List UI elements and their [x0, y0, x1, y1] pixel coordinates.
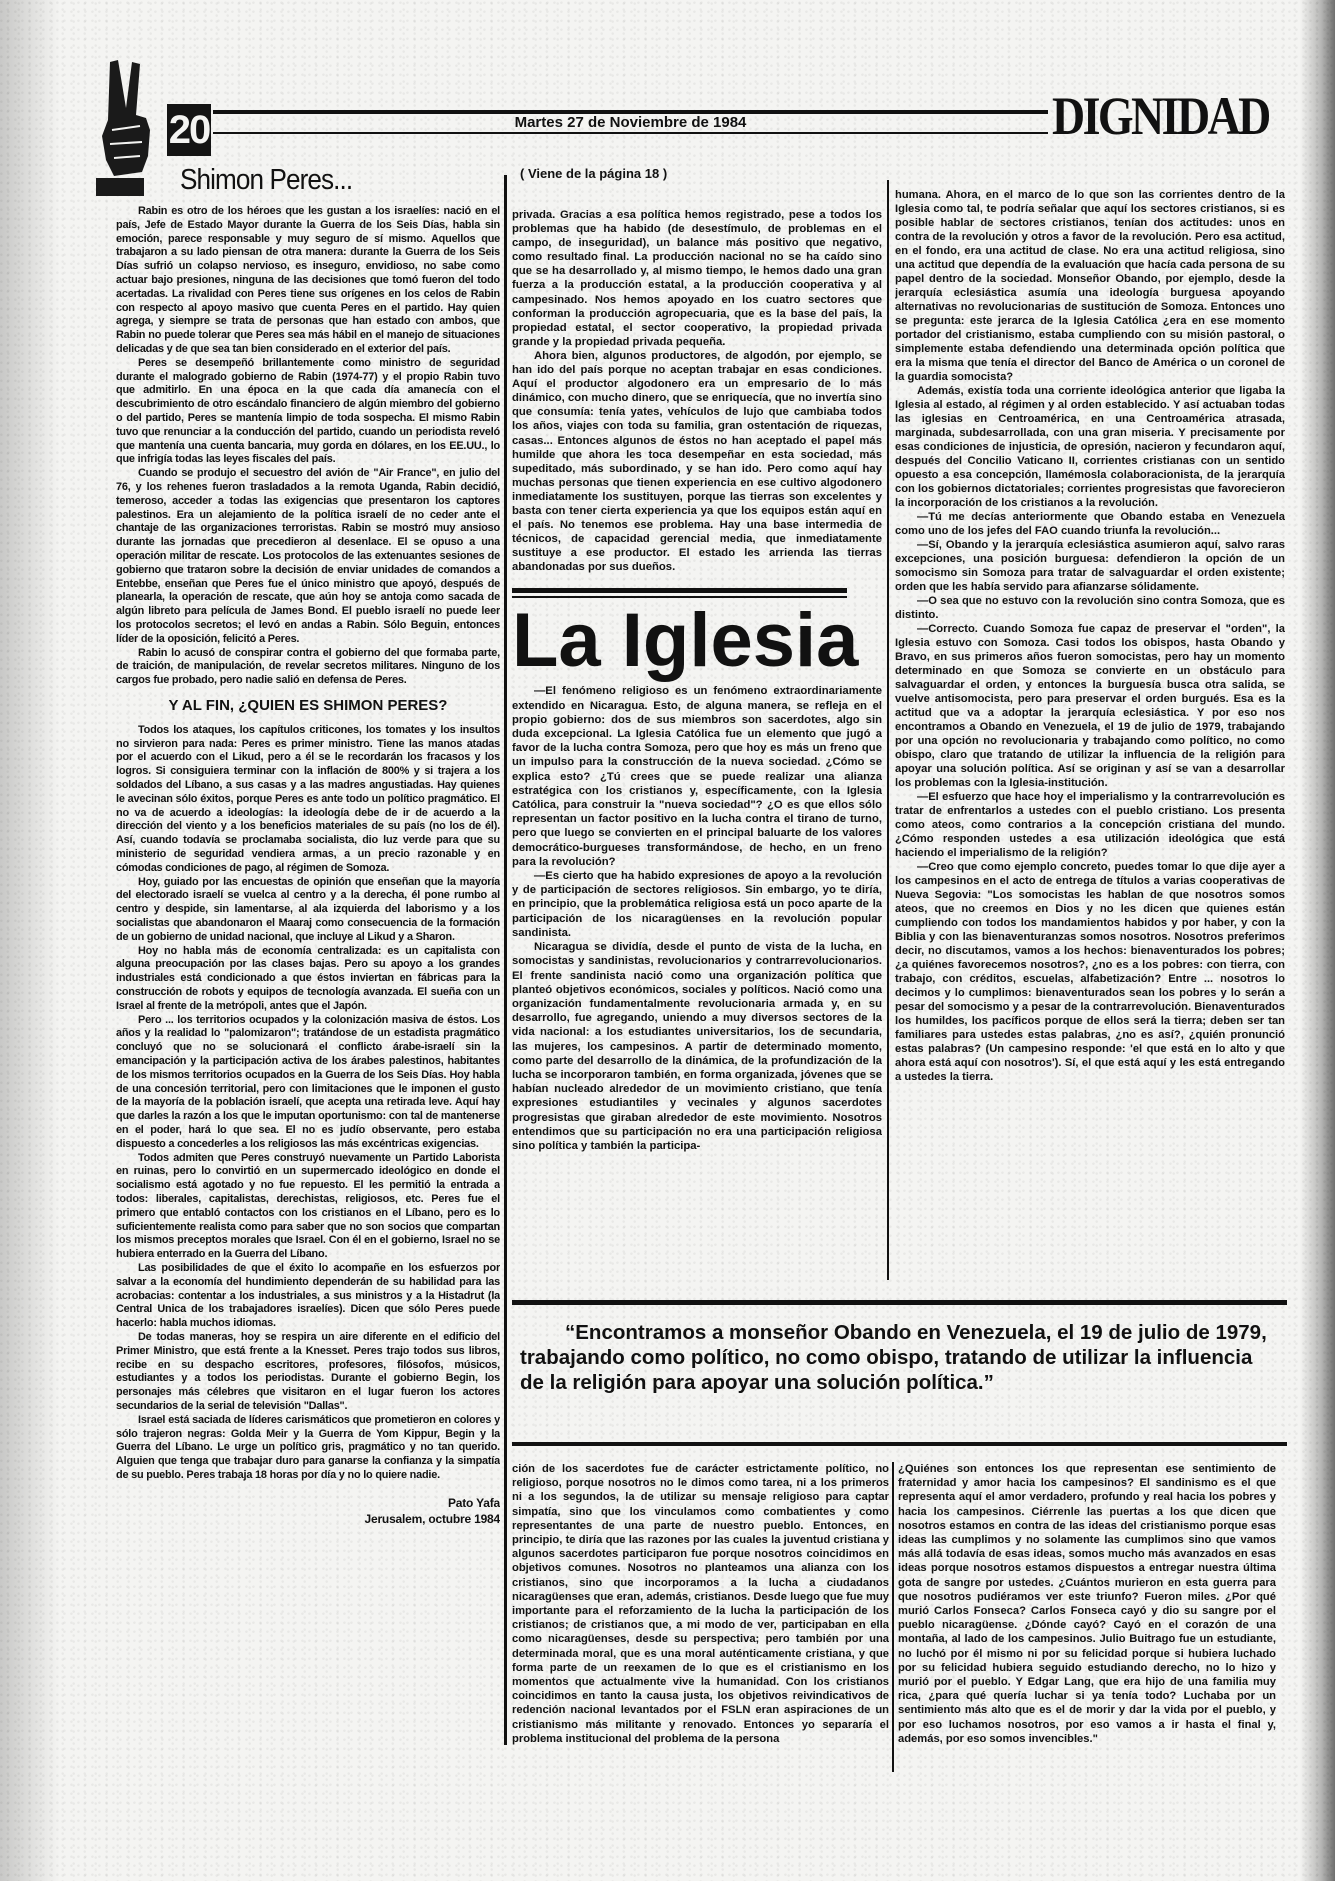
peres-article-body	[116, 205, 500, 1770]
paragraph: Todos los ataques, los capítulos criticones, los tomates y los insultos no sirvieron para nada: Peres es primer ministro. Tiene las manos atadas por el acuerdo con el Likud, pero a él se le recordarán los fracasos y los logros. Si consiguiera terminar con la inflación de 800% y si trajera a los soldados del Líbano, a sus casas y a las madres angustiadas. Hay quienes le avecinan sólo éxitos, porque Peres es ante todo un político pragmático. El no va de acuerdo a ideologías: la ideología debe de ir de acuerdo a la dirección del viento y a los beneficios materiales de su país (no los de él). Así, cuando todavía se proclamaba socialista, dio luz verde para que su ministerio de seguridad vendiera armas, a un precio razonable y en cómodas condiciones de pago, al régimen de Somoza.	[116, 723, 500, 874]
paragraph: De todas maneras, hoy se respira un aire diferente en el edificio del Primer Ministro, que está frente a la Knesset. Peres trajo todos sus libros, recibe en su despacho escritores, profesores, filósofos, músicos, estudiantes y a todos los periodistas. Durante el gobierno Begin, los personajes más célebres que visitaron en el lugar fueron los actores secundarios de la serial de televisión "Dallas".	[116, 1330, 500, 1412]
paragraph: Las posibilidades de que el éxito lo acompañe en los esfuerzos por salvar a la economía del hundimiento dependerán de su habilidad para las acrobacias: contentar a los industriales, a sus ministros y a la Histadrut (la Central Unica de los trabajadores israelíes). Dicen que sólo Peres puede hacerlo: habla muchos idiomas.	[116, 1261, 500, 1330]
paragraph: privada. Gracias a esa política hemos registrado, pese a todos los problemas que ha habido (de desestímulo, de problemas en el campo, de inseguridad), un balance más positivo que negativo, como resultado final. La producción nacional no se ha caído sino que se ha desarrollado y, al mismo tiempo, le hemos dado una gran fuerza a la producción estatal, a la producción cooperativa y al campesinado. Nos hemos apoyado en los cuatro sectores que conforman la producción agropecuaria, que es la base del país, la propiedad estatal, el sector cooperativo, la propiedad privada grande y la propiedad privada pequeña.	[512, 209, 882, 348]
question: —El esfuerzo que hace hoy el imperialismo y la contrarrevolución es tratar de enfrentarlos a ustedes con el pueblo cristiano. Los presenta como ateos, como contrarios a la concepción cristiana del mundo. ¿Cómo responden ustedes a esa utilización ideológica que está haciendo el imperialismo de la religión?	[895, 791, 1285, 859]
paragraph: Ahora bien, algunos productores, de algodón, por ejemplo, se han ido del país porque no aceptan trabajar en esas condiciones. Aquí el productor algodonero era un empresario de lo más dinámico, con mucho dinero, que se enriquecía, que no invertía sino que consumía: tenía yates, vehículos de lujo que cambiaba todos los años, viajes con toda su familia, gran ostentación de riquezas, casas... Entonces algunos de éstos no han aceptado el papel más humilde que ahora les toca desempeñar en esta sociedad, más supeditado, más subordinado, y se han ido. Pero como aquí hay muchas personas que tienen experiencia en ese cultivo algodonero inmediatamente los sustituyen, porque las tierras son excelentes y basta con tener cierta experiencia ya que los equipos están aquí en el país. No tenemos ese problema. Hay una base intermedia de técnicos, de capacidad gerencial media, que inmediatamente sustituye a ese productor. El estado les arrienda las tierras abandonadas por sus dueños.	[512, 349, 882, 574]
interview-column-2b	[512, 684, 882, 1153]
column-divider	[887, 180, 889, 1280]
answer: —Correcto. Cuando Somoza fue capaz de preservar el "orden", la Iglesia estuvo con Somoza. Casi todos los obispos, hasta Obando y Bravo, en sus primeros años fueron somocistas, pero hay un momento determinado en que Somoza se convierte en un obstáculo para salvaguardar el orden, y entonces la burguesía busca otra salida, se vuelve antisomocista, pero para preservar el orden burgués. Esa es la actitud que va a adoptar la jerarquía eclesiástica. Y por eso nos encontramos a Obando en Venezuela, el 19 de julio de 1979, trabajando por una opción no revolucionaria y trabajando como político, no como obispo, claro que tratando de utilizar la influencia de la religión para apoyar una solución política. Así se originan y así se van a desarrollar los problemas con la Iglesia-institución.	[895, 623, 1285, 789]
continued-from: ( Viene de la página 18 )	[520, 166, 668, 181]
section-rules	[512, 588, 847, 598]
victory-hand-icon	[96, 60, 166, 200]
question: —El fenómeno religioso es un fenómeno extraordinariamente extendido en Nicaragua. Esto, de alguna manera, se refleja en el propio gobierno: dos de sus miembros son sacerdotes, algo sin duda excepcional. La Iglesia Católica fue un elemento que jugó a favor de la lucha contra Somoza, pero que hoy es más un freno que un impulso para la construcción de la nueva sociedad. ¿Cómo se explica esto? ¿Tú crees que se puede realizar una alianza estratégica con los cristianos y, específicamente, con la Iglesia Católica, para construir la "nueva sociedad"? ¿O es que ellos sólo representan un factor positivo en la lucha contra el tirano de turno, pero que luego se convierten en el principal baluarte de los valores democrático-burgueses transformándose, de hecho, en un freno para la revolución?	[512, 685, 882, 868]
interview-column-5	[898, 1462, 1276, 1862]
paragraph: Además, existía toda una corriente ideológica anterior que ligaba la Iglesia al estado, al régimen y al orden establecido. Y así actuaban todas las iglesias en Centroamérica, en una Centroamérica atrasada, marginada, subdesarrollada, con una gran miseria. Y precisamente por esas condiciones de injusticia, de opresión, nacieron y fecundaron aquí, después del Concilio Vaticano II, corrientes cristianas con un sentido opuesto a esa concepción, llamémosla colaboracionista, de la jerarquía con los gobiernos dictatoriales; corrientes progresistas que favorecieron la incorporación de los cristianos a la revolución.	[895, 385, 1285, 509]
interview-column-4	[512, 1462, 889, 1862]
paragraph: Pero ... los territorios ocupados y la colonización masiva de éstos. Los años y la realidad lo "palomizaron"; tratándose de un estadista pragmático concluyó que no se solucionará el conflicto árabe-israelí sin la emancipación y la participación activa de los árabes palestinos, habitantes de los mismos territorios ocupados en la Guerra de los Seis Días. Hoy habla de una concesión territorial, pero con limitaciones que le imponen el gusto de la mayoría de la población israelí, que acepta una retirada leve. Aquí hay que darles la razón a los que le imputan oportunismo: con tal de mantenerse en el poder, hará lo que sea. El no es judío observante, pero estaba dispuesto a concederles a los religiosos las más excéntricas exigencias.	[116, 1013, 500, 1150]
paragraph: Rabin es otro de los héroes que les gustan a los israelíes: nació en el país, Jefe de Estado Mayor durante la Guerra de los Seis Días, habla sin emoción, parece responsable y muy seguro de sí mismo. Aquellos que trabajaron a su lado piensan de otra manera: durante la Guerra de los Seis Días sufrió un colapso nervioso, es inseguro, envidioso, no sabe como actuar bajo presiones, ninguna de las decisiones que tomó fueron del todo acertadas. La rivalidad con Peres tiene sus orígenes en los celos de Rabin con respecto al apoyo masivo que cuenta Peres en el partido. Hay quien agrega, y siempre se trata de personas que han estado con ambos, que Rabin no puede tolerar que Peres sea más hábil en el manejo de situaciones delicadas y de que sea tan bien considerado en el exterior del país.	[116, 205, 500, 355]
interview-column-3	[895, 188, 1285, 1292]
masthead: DIGNIDAD	[1052, 86, 1269, 146]
scan-shadow-right	[1300, 0, 1335, 1881]
page-number: 20	[167, 104, 211, 156]
paragraph: Rabin lo acusó de conspirar contra el gobierno del que formaba parte, de traición, de manipulación, de revelar secretos militares. Ninguno de los cargos fue probado, pero nadie salió en defensa de Peres.	[116, 646, 500, 687]
paragraph: humana. Ahora, en el marco de lo que son las corrientes dentro de la Iglesia como tal, te podría señalar que aquí los sectores cristianos, si es posible hablar de sectores cristianos, tenían dos actitudes: unos en contra de la revolución y otros a favor de la revolución. Pero esa actitud, en el fondo, era una actitud de clase. No era una actitud religiosa, sino una actitud que dependía de la evaluación que hacía cada persona de su papel dentro de la sociedad. Monseñor Obando, por ejemplo, desde la jerarquía eclesiástica asumía una ideología burguesa apoyando alternativas no revolucionarias de sustitución de Somoza. Entonces uno se pregunta: este jerarca de la Iglesia Católica ¿era en ese momento portador del cristianismo, estaba cumpliendo con su misión pastoral, o simplemente estaba defendiendo una determinada opción política que era la misma que tenía el director del Banco de América o un coronel de la guardia somocista?	[895, 189, 1285, 383]
answer: —Es cierto que ha habido expresiones de apoyo a la revolución y de participación de sectores religiosos. Sin embargo, yo te diría, en principio, que la problemática religiosa está un poco aparte de la participación de los nicaragüenses en la revolución popular sandinista.	[512, 870, 882, 939]
dateline: Jerusalem, octubre 1984	[364, 1511, 500, 1526]
issue-date: Martes 27 de Noviembre de 1984	[514, 114, 747, 131]
interview-middle-column	[512, 166, 882, 1292]
question: —O sea que no estuvo con la revolución sino contra Somoza, que es distinto.	[895, 595, 1285, 621]
paragraph: Cuando se produjo el secuestro del avión de "Air France", en julio del 76, y los rehenes fueron trasladados a la remota Uganda, Rabin decidió, temeroso, acceder a todas las exigencias que presentaron los captores palestinos. Era un alejamiento de la política israelí de no ceder ante el chantaje de las organizaciones terroristas. Rabin se mostró muy ansioso durante las jornadas que precedieron al desenlace. El se opuso a una operación militar de rescate. Los protocolos de las extenuantes sesiones de gobierno que trataron sobre la decisión de enviar unidades de comandos a Entebbe, enseñan que Peres fue el único ministro que apoyó, después de planearla, la operación de rescate, que aún hoy se antoja como sacada de algún libreto para película de James Bond. El pueblo israelí no puede leer los protocolos secretos; el levó en andas a Rabin. Sólo Beguin, entonces líder de la oposición, felicitó a Peres.	[116, 467, 500, 645]
scan-shadow-left	[0, 0, 60, 1881]
interview-column-2	[512, 208, 882, 574]
paragraph: Todos admiten que Peres construyó nuevamente un Partido Laborista en ruinas, pero lo convirtió en un supermercado ideológico en donde el socialismo está agotado y no fue repuesto. El les permitió la entrada a todos: liberales, capitalistas, derechistas, religiosos, etc. Peres fue el primero que entabló contactos con los cristianos en el Líbano, pero es lo suficientemente realista como para saber que no son socios que compartan los mismos preceptos morales que Israel. Con él en el gobierno, Israel no se hubiera enterrado en la Guerra del Líbano.	[116, 1151, 500, 1261]
pull-quote-rule	[512, 1442, 1287, 1446]
pull-quote-rule	[512, 1300, 1287, 1305]
paragraph: Israel está saciada de líderes carismáticos que prometieron en colores y sólo trajeron negras: Golda Meir y la Guerra de Yom Kippur, Begin y la Guerra del Líbano. Le urge un político gris, pragmático y no tan querido. Alguien que tenga que trabajar duro para ganarse la confianza y la simpatía de su pueblo. Peres trabaja 18 horas por día y no lo quiere nadie.	[116, 1413, 500, 1481]
paragraph: Peres se desempeñó brillantemente como ministro de seguridad durante el malogrado gobierno de Rabin (1974-77) y el propio Rabin tuvo que admitirlo. En una época en la que cada día amanecía con el descubrimiento de otro escándalo financiero de algún miembro del gobierno o del partido, Peres se mantenía limpio de toda sospecha. El mismo Rabin tuvo que renunciar a la conducción del partido, cuando un periodista reveló que mantenía una cuenta bancaria, muy gorda en dólares, en los EE.UU., lo que infrigía todas las leyes fiscales del país.	[116, 356, 500, 466]
answer: —Creo que como ejemplo concreto, puedes tomar lo que dije ayer a los campesinos en el acto de entrega de títulos a varias cooperativas de Nueva Segovia: "Los somocistas les hablan de que nosotros somos ateos, que no creemos en Dios y no les dicen que quienes están cumpliendo con todos los mandamientos habidos y por haber, y con la Biblia y con las bienaventuranzas somos nosotros. Nosotros preferimos decir, no discutamos, vamos a los hechos: bienaventurados los pobres; ¿a quiénes favorecemos nosotros?, ¿no es a los pobres: con tierra, con trabajo, con créditos, escuelas, alfabetización? Entre ... nosotros lo decimos y lo cumplimos: bienaventurados sean los pobres y lo serán a pesar del somocismo y a pesar de la contrarrevolución. Bienaventurados los humildes, los pacíficos porque de ellos será la tierra; deben ser tan familiares para ustedes estas palabras, ¿no es así?, ¿quién pronunció estas palabras? (Un campesino responde: 'el que está en lo alto y que ahora está aquí con nosotros'). Sí, el que está aquí y les está entregando a ustedes la tierra.	[895, 861, 1285, 1083]
paragraph: ción de los sacerdotes fue de carácter estrictamente político, no religioso, porque nosotros no le dimos como tarea, ni a los primeros ni a los segundos, la de utilizar su mensaje religioso para captar simpatía, sino que los vinculamos como combatientes y como representantes de una parte de nuestro pueblo. Entonces, en principio, te diría que las razones por las cuales la juventud cristiana y algunos sacerdotes participaron fue porque nosotros coincidimos en objetivos comunes. Nosotros no planteamos una alianza con los cristianos, sino que incorporamos a la lucha a ciudadanos nicaragüenses que eran, además, cristianos. Desde luego que fue muy importante para el reforzamiento de la lucha la participación de los cristianos; de cristianos que, a mi modo de ver, participaban en ella como nicaragüenses, desde su perspectiva; pero también por una determinada moral, que es una moral auténticamente cristiana, y que forma parte de un reexamen de lo que es el cristianismo en los momentos que actualmente vive la humanidad. Con los cristianos coincidimos en tanto la causa justa, los objetivos reivindicativos de redención nacional levantados por el FSLN eran aspiraciones de un cristianismo más militante y renovado. Entonces yo separaría el problema institucional del problema de la persona	[512, 1463, 889, 1745]
byline	[116, 1495, 500, 1527]
paragraph: Hoy, guiado por las encuestas de opinión que enseñan que la mayoría del electorado israelí se vuelca al centro y a la derecha, él pone rumbo al centro y despide, sin lamentarse, al ala izquierda del laborismo y a los socialistas que abandonaron el Maaraj como consecuencia de la formación de un gobierno de unidad nacional, que incluye al Likud y a Sharon.	[116, 875, 500, 943]
column-divider	[504, 175, 507, 1745]
section-heading: La Iglesia	[512, 598, 859, 684]
pull-quote: “Encontramos a monseñor Obando en Venezuela, el 19 de julio de 1979, trabajando como político, no como obispo, tratando de utilizar la influencia de la religión para apoyar una solución política.”	[520, 1321, 1267, 1394]
article-title: Shimon Peres...	[180, 164, 353, 196]
answer: —Sí, Obando y la jerarquía eclesiástica asumieron aquí, salvo raras excepciones, una posición burguesa: defendieron la opción de un somocismo sin Somoza para tratar de salvaguardar el orden existente; orden que les había servido para afianzarse sólidamente.	[895, 539, 1285, 593]
paragraph: Hoy no habla más de economía centralizada: es un capitalista con alguna preocupación por las clases bajas. Pero su apoyo a los grandes industriales está condicionado a que éstos inviertan en fábricas para la construcción de robots y equipos de tecnología avanzada. El sueña con un Israel al frente de la metrópoli, antes que el Japón.	[116, 944, 500, 1012]
section-rule	[512, 588, 847, 593]
question: —Tú me decías anteriormente que Obando estaba en Venezuela como uno de los jefes del FAO cuando triunfa la revolución...	[895, 511, 1285, 537]
author: Pato Yafa	[447, 1495, 500, 1510]
answer: Nicaragua se dividía, desde el punto de vista de la lucha, en somocistas y sandinistas, revolucionarios y contrarrevolucionarios. El frente sandinista nació como una organización política que planteó objetivos económicos, sociales y políticos. Nació como una organización fundamentalmente revolucionaria armada y, en su desarrollo, fue agregando, uniendo a muy diversos sectores de la vida nacional: a los estudiantes universitarios, los de secundaria, las mujeres, los campesinos. A partir de determinado momento, como parte del desarrollo de la dinámica, de la profundización de la lucha se incorporaron también, en forma organizada, jóvenes que se habían nucleado alrededor de un movimiento cristiano, que tenía expresiones estudiantiles y vecinales y algunos sacerdotes progresistas que giraban alrededor de este movimiento. Nosotros entendimos que su participación no era una participación religiosa sino política y también la participa-	[512, 941, 882, 1152]
paragraph: ¿Quiénes son entonces los que representan ese sentimiento de fraternidad y amor hacia los campesinos? El sandinismo es el que representa aquí el amor verdadero, profundo y real hacia los pobres y hacia los campesinos. Ciérrenle las puertas a los que dicen que nosotros estamos en contra de las ideas del cristianismo porque esas ideas las cumplimos y no solamente las cumplimos sino que vamos más allá todavía de esas ideas, somos mucho más avanzados en esas ideas porque nosotros estamos dispuestos a entregar nuestra última gota de sangre por ustedes. ¿Cuántos murieron en esta guerra para que nosotros pudiéramos ver este triunfo? Fueron miles. ¿Por qué murió Carlos Fonseca? Carlos Fonseca cayó y dio su sangre por el pueblo nicaragüense. ¿Dónde cayó? Cayó en el corazón de una montaña, al lado de los campesinos. Julio Buitrago fue un estudiante, no luchó por él mismo ni por su felicidad porque si hubiera luchado por su felicidad hubiera seguido estudiando derecho, no lo hizo y murió por el pueblo. Y Edgar Lang, que era hijo de una familia muy rica, ¿para qué quería luchar si ya tenía todo? Luchaba por un sentimiento más alto que es el de morir y dar la vida por el pueblo, y por eso luchamos nosotros, por eso vamos a ir hasta el final y, además, por eso somos invencibles."	[898, 1463, 1276, 1745]
column-divider	[892, 1462, 894, 1772]
header-rule	[213, 132, 1048, 134]
subheading: Y AL FIN, ¿QUIEN ES SHIMON PERES?	[168, 696, 448, 714]
